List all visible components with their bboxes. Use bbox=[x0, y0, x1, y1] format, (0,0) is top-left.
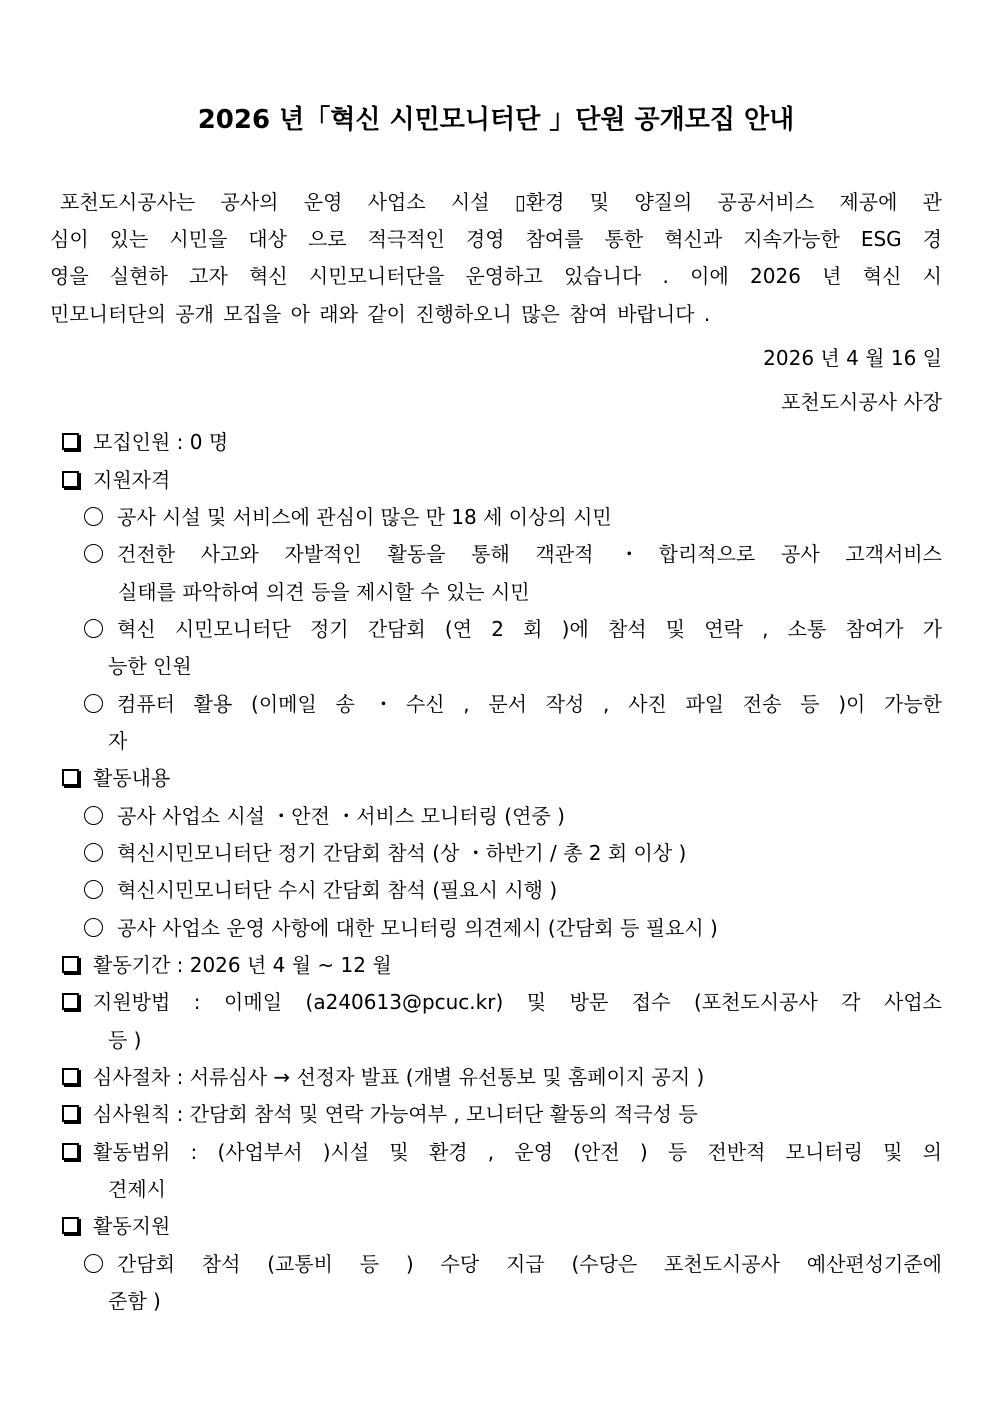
section-apply-method bbox=[62, 989, 942, 1015]
intro-line: 포천도시공사는 공사의 운영 사업소 시설 ▯환경 및 양질의 공공서비스 제공에 관 bbox=[60, 190, 942, 214]
section-text: 지원방법 : 이메일 (a240613@pcuc.kr) 및 방문 접수 (포천도시공사 각 사업소 bbox=[93, 990, 942, 1014]
activity-item bbox=[84, 840, 686, 866]
item-continuation: 등 ) bbox=[108, 1028, 142, 1052]
item-continuation: 실태를 파악하여 의견 등을 제시할 수 있는 시민 bbox=[118, 580, 530, 604]
circle-bullet-icon bbox=[84, 880, 103, 899]
circle-bullet-icon bbox=[84, 843, 103, 862]
item-text: 공사 사업소 시설 ・안전 ・서비스 모니터링 (연중 ) bbox=[117, 804, 565, 828]
section-text: 활동범위 : (사업부서 )시설 및 환경 , 운영 (안전 ) 등 전반적 모니터링 및 의 bbox=[93, 1140, 942, 1164]
item-continuation: 준함 ) bbox=[108, 1289, 161, 1313]
section-procedure bbox=[62, 1064, 704, 1090]
section-qualification bbox=[62, 467, 170, 493]
item-text: 혁신시민모니터단 수시 간담회 참석 (필요시 시행 ) bbox=[117, 878, 558, 902]
item-continuation: 자 bbox=[108, 729, 128, 753]
intro-line: 심이 있는 시민을 대상 으로 적극적인 경영 참여를 통한 혁신과 지속가능한 ESG 경 bbox=[50, 227, 942, 251]
section-text: 활동내용 bbox=[93, 766, 171, 790]
checkbox-bullet-icon bbox=[62, 1105, 79, 1122]
notice-date: 2026 년 4 월 16 일 bbox=[763, 346, 942, 370]
item-continuation: 능한 인원 bbox=[108, 654, 192, 678]
section-support bbox=[62, 1213, 170, 1239]
circle-bullet-icon bbox=[84, 507, 103, 526]
section-text: 심사절차 : 서류심사 → 선정자 발표 (개별 유선통보 및 홈페이지 공지 ) bbox=[93, 1065, 705, 1089]
section-text: 활동지원 bbox=[93, 1214, 171, 1238]
checkbox-bullet-icon bbox=[62, 1217, 79, 1234]
section-activities bbox=[62, 765, 170, 791]
section-period bbox=[62, 952, 392, 978]
item-text: 간담회 참석 (교통비 등 ) 수당 지급 (수당은 포천도시공사 예산편성기준에 bbox=[117, 1252, 942, 1276]
qualification-item bbox=[84, 541, 942, 567]
checkbox-bullet-icon bbox=[62, 471, 79, 488]
circle-bullet-icon bbox=[84, 1254, 103, 1273]
checkbox-bullet-icon bbox=[62, 956, 79, 973]
section-text: 활동기간 : 2026 년 4 월 ~ 12 월 bbox=[93, 953, 392, 977]
section-recruit bbox=[62, 429, 228, 455]
checkbox-bullet-icon bbox=[62, 433, 79, 450]
item-continuation: 견제시 bbox=[108, 1177, 166, 1201]
activity-item bbox=[84, 803, 565, 829]
section-text: 지원자격 bbox=[93, 468, 171, 492]
qualification-item bbox=[84, 616, 942, 642]
circle-bullet-icon bbox=[84, 806, 103, 825]
checkbox-bullet-icon bbox=[62, 1143, 79, 1160]
circle-bullet-icon bbox=[84, 544, 103, 563]
circle-bullet-icon bbox=[84, 694, 103, 713]
item-text: 컴퓨터 활용 (이메일 송 ・수신 , 문서 작성 , 사진 파일 전송 등 )이 가능한 bbox=[117, 692, 942, 716]
section-criteria bbox=[62, 1101, 698, 1127]
checkbox-bullet-icon bbox=[62, 769, 79, 786]
section-text: 심사원칙 : 간담회 참석 및 연락 가능여부 , 모니터단 활동의 적극성 등 bbox=[93, 1102, 698, 1126]
activity-item bbox=[84, 915, 718, 941]
section-scope bbox=[62, 1139, 942, 1165]
intro-line: 영을 실현하 고자 혁신 시민모니터단을 운영하고 있습니다 . 이에 2026 년 혁신 시 bbox=[50, 264, 942, 288]
qualification-item bbox=[84, 504, 612, 530]
signer: 포천도시공사 사장 bbox=[781, 390, 942, 414]
activity-item bbox=[84, 877, 557, 903]
item-text: 공사 시설 및 서비스에 관심이 많은 만 18 세 이상의 시민 bbox=[117, 505, 612, 529]
item-text: 건전한 사고와 자발적인 활동을 통해 객관적 ・합리적으로 공사 고객서비스 bbox=[117, 542, 942, 566]
checkbox-bullet-icon bbox=[62, 1068, 79, 1085]
support-item bbox=[84, 1251, 942, 1277]
intro-line: 민모니터단의 공개 모집을 아 래와 같이 진행하오니 많은 참여 바랍니다 . bbox=[50, 302, 711, 326]
section-text: 모집인원 : 0 명 bbox=[93, 430, 229, 454]
document-title: 2026 년「혁신 시민모니터단 」단원 공개모집 안내 bbox=[197, 105, 795, 135]
circle-bullet-icon bbox=[84, 918, 103, 937]
checkbox-bullet-icon bbox=[62, 993, 79, 1010]
item-text: 공사 사업소 운영 사항에 대한 모니터링 의견제시 (간담회 등 필요시 ) bbox=[117, 916, 718, 940]
item-text: 혁신 시민모니터단 정기 간담회 (연 2 회 )에 참석 및 연락 , 소통 참여가 가 bbox=[117, 617, 942, 641]
circle-bullet-icon bbox=[84, 619, 103, 638]
qualification-item bbox=[84, 691, 942, 717]
item-text: 혁신시민모니터단 정기 간담회 참석 (상 ・하반기 / 총 2 회 이상 ) bbox=[117, 841, 687, 865]
